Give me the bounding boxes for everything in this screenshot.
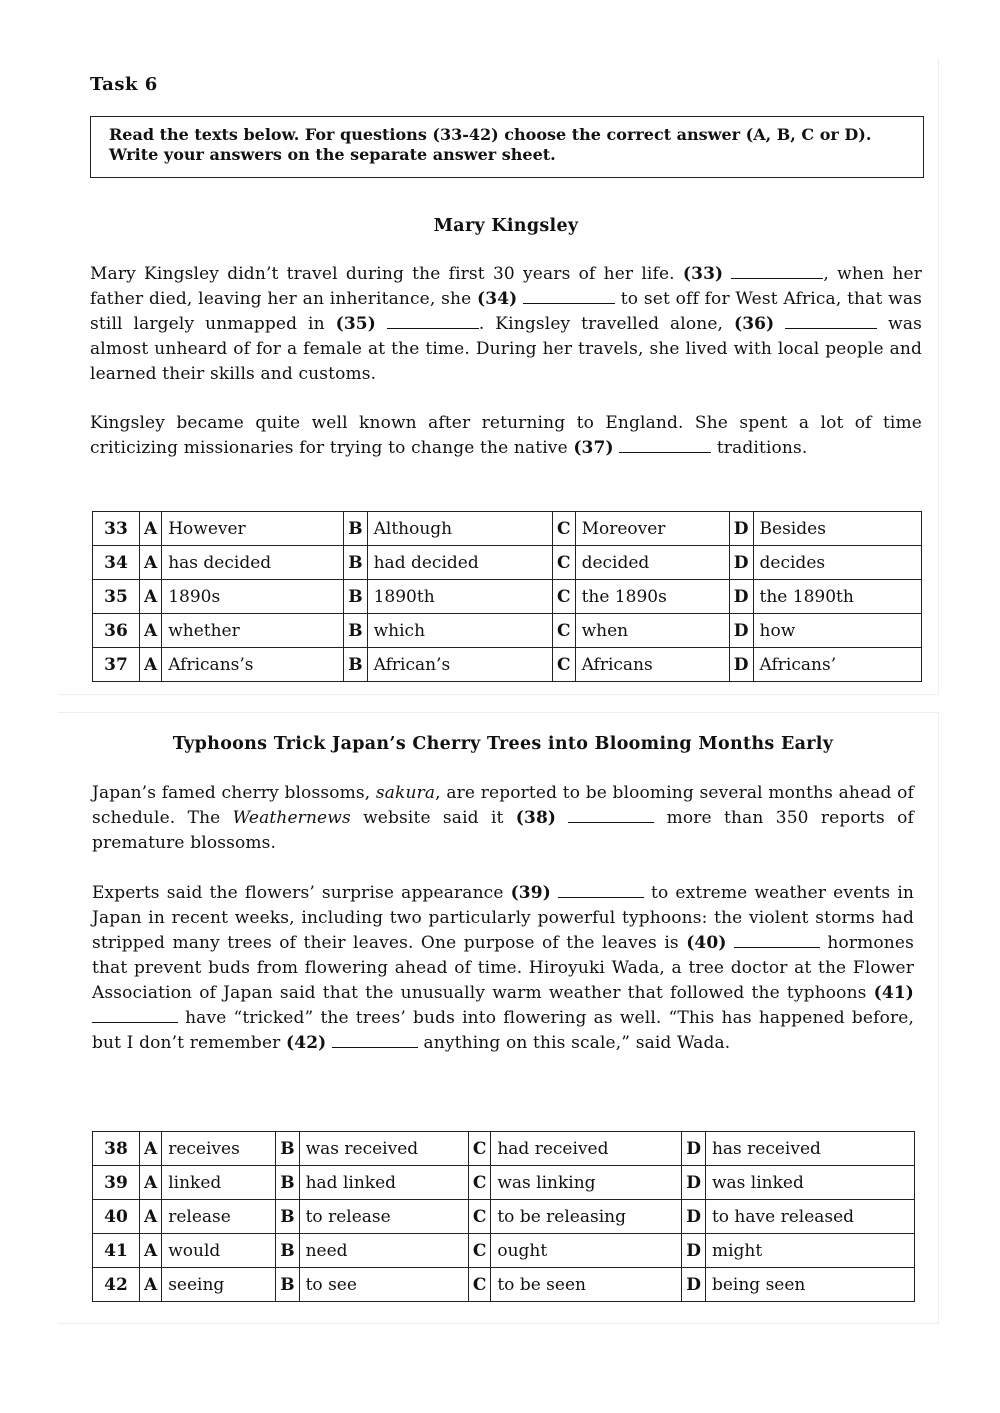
question-number: 38 [93, 1132, 140, 1166]
option-letter-d: D [682, 1132, 706, 1166]
option-letter-c: C [553, 580, 576, 614]
option-letter-b: B [276, 1234, 299, 1268]
option-c[interactable]: ought [491, 1234, 682, 1268]
instructions-line-2: Write your answers on the separate answer sheet. [109, 145, 556, 164]
option-c[interactable]: was linking [491, 1166, 682, 1200]
option-a[interactable]: whether [162, 614, 344, 648]
question-42-number: (42) [286, 1033, 327, 1053]
option-b[interactable]: was received [299, 1132, 468, 1166]
option-c[interactable]: decided [575, 546, 729, 580]
question-number: 42 [93, 1268, 140, 1302]
option-row-37 [93, 648, 922, 682]
text2-paragraph-2: Experts said the flowers’ surprise appearance (39) to extreme weather events in Japan in recent weeks, including two particularly powerful typhoons: the violent storms had stripped many trees of their leaves. One purpose of the leaves is (40) hormones that prevent buds from flowering ahead of time. Hiroyuki Wada, a tree doctor at the Flower Association of Japan said that the unusually warm weather that followed the typhoons (41) have “tricked” the trees’ buds into flowering as well. “This has happened before, but I don’t remember (42) anything on this scale,” said Wada. [92, 883, 915, 1053]
option-letter-c: C [553, 614, 576, 648]
question-number: 36 [93, 614, 140, 648]
option-letter-a: A [140, 1268, 162, 1302]
option-c[interactable]: Moreover [575, 512, 729, 546]
option-letter-c: C [468, 1200, 491, 1234]
option-letter-b: B [276, 1268, 299, 1302]
question-38-number: (38) [515, 808, 557, 828]
option-letter-d: D [729, 512, 753, 546]
option-letter-b: B [276, 1132, 299, 1166]
option-d[interactable]: has received [705, 1132, 914, 1166]
option-row-36 [93, 614, 922, 648]
option-letter-d: D [729, 648, 753, 682]
option-c[interactable]: to be releasing [491, 1200, 682, 1234]
option-letter-c: C [468, 1268, 491, 1302]
answer-gap-35 [387, 313, 479, 329]
option-letter-b: B [276, 1200, 299, 1234]
question-39-number: (39) [510, 883, 551, 903]
option-b[interactable]: African’s [367, 648, 552, 682]
option-d[interactable]: how [753, 614, 921, 648]
option-b[interactable]: Although [367, 512, 552, 546]
option-letter-d: D [729, 614, 753, 648]
option-letter-b: B [344, 648, 367, 682]
option-d[interactable]: being seen [705, 1268, 914, 1302]
option-letter-d: D [729, 546, 753, 580]
question-number: 41 [93, 1234, 140, 1268]
question-40-number: (40) [686, 933, 727, 953]
option-row-35 [93, 580, 922, 614]
option-c[interactable]: Africans [575, 648, 729, 682]
option-b[interactable]: had linked [299, 1166, 468, 1200]
option-letter-a: A [140, 614, 162, 648]
option-row-34 [93, 546, 922, 580]
option-row-40 [93, 1200, 915, 1234]
option-letter-c: C [553, 546, 576, 580]
option-letter-b: B [344, 546, 367, 580]
answer-gap-39 [558, 882, 644, 898]
text1-title: Mary Kingsley [433, 216, 579, 236]
sakura-term: sakura [375, 783, 436, 803]
option-letter-b: B [344, 580, 367, 614]
question-33-number: (33) [682, 264, 724, 284]
instructions-box [90, 116, 924, 178]
option-row-39 [93, 1166, 915, 1200]
option-a[interactable]: seeing [162, 1268, 276, 1302]
option-b[interactable]: 1890th [367, 580, 552, 614]
question-41-number: (41) [873, 983, 914, 1003]
option-letter-c: C [553, 512, 576, 546]
option-b[interactable]: need [299, 1234, 468, 1268]
option-letter-a: A [140, 512, 162, 546]
option-row-38 [93, 1132, 915, 1166]
option-c[interactable]: had received [491, 1132, 682, 1166]
option-letter-a: A [140, 1166, 162, 1200]
answer-gap-34 [523, 288, 615, 304]
option-letter-d: D [682, 1166, 706, 1200]
option-letter-a: A [140, 648, 162, 682]
option-a[interactable]: would [162, 1234, 276, 1268]
text1-paragraph-1: Mary Kingsley didn’t travel during the first 30 years of her life. (33) , when her father died, leaving her an inheritance, she (34) to set off for West Africa, that was still largely unmapped in (35) . Kingsley travelled alone, (36) was almost unheard of for a female at the time. During her travels, she lived with local people and learned their skills and customs. [90, 264, 923, 384]
option-letter-a: A [140, 1200, 162, 1234]
option-d[interactable]: Besides [753, 512, 921, 546]
answer-gap-36 [785, 313, 877, 329]
text2-paragraph-1: Japan’s famed cherry blossoms, sakura, are reported to be blooming several months ahead of schedule. The Weathernews website said it (38) more than 350 reports of premature blossoms. [92, 783, 914, 853]
option-letter-d: D [729, 580, 753, 614]
question-number: 34 [93, 546, 140, 580]
option-a[interactable]: Africans’s [162, 648, 344, 682]
option-d[interactable]: might [705, 1234, 914, 1268]
option-c[interactable]: when [575, 614, 729, 648]
option-d[interactable]: was linked [705, 1166, 914, 1200]
option-letter-d: D [682, 1268, 706, 1302]
question-35-number: (35) [335, 314, 376, 334]
question-number: 37 [93, 648, 140, 682]
answer-gap-33 [731, 263, 823, 279]
option-a[interactable]: release [162, 1200, 276, 1234]
option-letter-d: D [682, 1234, 706, 1268]
text1-options-table [92, 511, 922, 682]
text2-title: Typhoons Trick Japan’s Cherry Trees into Blooming Months Early [172, 734, 834, 754]
option-a[interactable]: 1890s [162, 580, 344, 614]
option-letter-a: A [140, 546, 162, 580]
option-letter-b: B [344, 512, 367, 546]
question-36-number: (36) [734, 314, 775, 334]
option-letter-a: A [140, 580, 162, 614]
text1-paragraph-2: Kingsley became quite well known after returning to England. She spent a lot of time criticizing missionaries for trying to change the native (37) traditions. [90, 413, 922, 458]
question-37-number: (37) [573, 438, 614, 458]
option-letter-b: B [276, 1166, 299, 1200]
option-b[interactable]: had decided [367, 546, 552, 580]
answer-gap-42 [332, 1032, 418, 1048]
option-a[interactable]: However [162, 512, 344, 546]
option-c[interactable]: to be seen [491, 1268, 682, 1302]
question-number: 35 [93, 580, 140, 614]
option-d[interactable]: Africans’ [753, 648, 921, 682]
answer-gap-40 [734, 932, 820, 948]
option-letter-b: B [344, 614, 367, 648]
question-34-number: (34) [477, 289, 518, 309]
option-letter-c: C [468, 1234, 491, 1268]
option-d[interactable]: to have released [705, 1200, 914, 1234]
option-letter-a: A [140, 1132, 162, 1166]
answer-gap-37 [619, 437, 711, 453]
option-letter-c: C [553, 648, 576, 682]
option-d[interactable]: the 1890th [753, 580, 921, 614]
weathernews-name: Weathernews [232, 808, 351, 828]
option-row-41 [93, 1234, 915, 1268]
option-letter-a: A [140, 1234, 162, 1268]
option-d[interactable]: decides [753, 546, 921, 580]
text2-options-table [92, 1131, 915, 1302]
question-number: 39 [93, 1166, 140, 1200]
option-a[interactable]: receives [162, 1132, 276, 1166]
option-b[interactable]: to release [299, 1200, 468, 1234]
option-a[interactable]: has decided [162, 546, 344, 580]
option-a[interactable]: linked [162, 1166, 276, 1200]
option-b[interactable]: which [367, 614, 552, 648]
option-letter-c: C [468, 1132, 491, 1166]
option-row-33 [93, 512, 922, 546]
option-letter-c: C [468, 1166, 491, 1200]
answer-gap-38 [568, 807, 654, 823]
task-title: Task 6 [90, 74, 158, 95]
option-b[interactable]: to see [299, 1268, 468, 1302]
question-number: 33 [93, 512, 140, 546]
question-number: 40 [93, 1200, 140, 1234]
instructions-line-1: Read the texts below. For questions (33-42) choose the correct answer (A, B, C or D). [109, 125, 872, 144]
answer-gap-41 [92, 1007, 178, 1023]
option-letter-d: D [682, 1200, 706, 1234]
option-c[interactable]: the 1890s [575, 580, 729, 614]
option-row-42 [93, 1268, 915, 1302]
